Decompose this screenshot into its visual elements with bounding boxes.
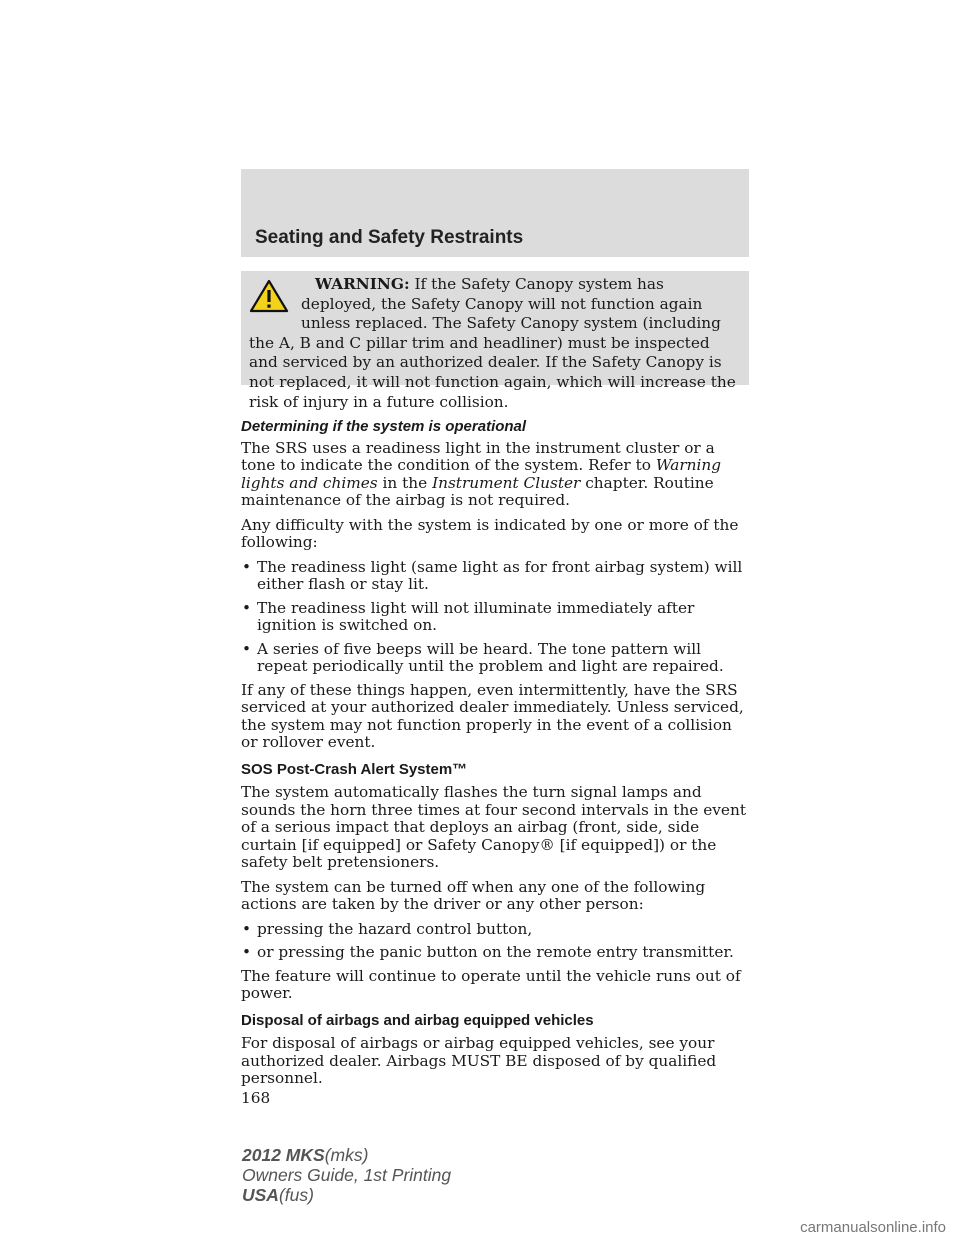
list-item-text: A series of five beeps will be heard. The tone pattern will repeat periodically until the problem and light are repaired. bbox=[257, 639, 724, 675]
document-footer bbox=[242, 1145, 451, 1205]
model-name: 2012 MKS bbox=[242, 1145, 325, 1165]
list-item-text: pressing the hazard control button, bbox=[257, 919, 533, 938]
model-code: (mks) bbox=[324, 1145, 369, 1165]
watermark-link[interactable]: carmanualsonline.info bbox=[800, 1219, 946, 1236]
difficulty-list bbox=[241, 559, 753, 676]
warning-label: WARNING: bbox=[315, 275, 410, 293]
text: chapter. Routine maintenance of the airbag is not required. bbox=[241, 473, 714, 509]
paragraph-difficulty: Any difficulty with the system is indicated by one or more of the following: bbox=[241, 515, 739, 551]
warning-text: If the Safety Canopy system has deployed, the Safety Canopy will not function again unless replaced. The Safety Canopy system (including the A, B and C pillar trim and headliner) must be inspected and serviced by an authorized dealer. If the Safety Canopy is not replaced, it will not function again, which will increase the risk of injury in a future collision. bbox=[249, 275, 736, 411]
text: [if equipped]) or the safety belt pretensioners. bbox=[241, 835, 717, 871]
list-item: • pressing the hazard control button, bbox=[242, 919, 533, 938]
list-item: • or pressing the panic button on the remote entry transmitter. bbox=[242, 943, 734, 961]
section-title: Seating and Safety Restraints bbox=[255, 227, 524, 248]
list-item-text: The readiness light (same light as for front airbag system) will either flash or stay lit. bbox=[257, 557, 743, 593]
list-item-text: or pressing the panic button on the remote entry transmitter. bbox=[257, 943, 734, 961]
list-item: • The readiness light (same light as for front airbag system) will either flash or stay lit. bbox=[242, 557, 743, 593]
paragraph-feature: The feature will continue to operate until the vehicle runs out of power. bbox=[241, 966, 741, 1002]
turn-off-list bbox=[241, 921, 753, 962]
paragraph-service: If any of these things happen, even intermittently, have the SRS serviced at your authorized dealer immediately. Unless serviced, the system may not function properly in the event of a collision or rollover event. bbox=[241, 680, 744, 751]
heading-operational: Determining if the system is operational bbox=[241, 418, 527, 435]
warning-box bbox=[241, 271, 749, 411]
heading-sos: SOS Post-Crash Alert System™ bbox=[241, 760, 468, 778]
text: The SRS uses a readiness light in the instrument cluster or a tone to indicate the condition of the system. Refer to bbox=[241, 438, 715, 474]
market-code: (fus) bbox=[278, 1185, 314, 1205]
warning-triangle-icon bbox=[249, 279, 289, 313]
text: in the bbox=[382, 473, 428, 492]
registered-mark: ® bbox=[539, 835, 555, 854]
list-item-text: The readiness light will not illuminate immediately after ignition is switched on. bbox=[257, 598, 695, 634]
page-number: 168 bbox=[241, 1088, 271, 1107]
market-name: USA bbox=[242, 1185, 279, 1205]
paragraph-turn-off: The system can be turned off when any one of the following actions are taken by the driver or any other person: bbox=[241, 877, 706, 913]
list-item: • The readiness light will not illuminate immediately after ignition is switched on. bbox=[242, 598, 695, 634]
section-header-bar bbox=[241, 169, 749, 257]
heading-disposal: Disposal of airbags and airbag equipped vehicles bbox=[241, 1011, 594, 1029]
footer-line-2: Owners Guide, 1st Printing bbox=[242, 1165, 452, 1185]
paragraph-sos bbox=[241, 784, 753, 872]
footer-line-1 bbox=[242, 1145, 451, 1165]
ref-warning-lights: Warning lights and chimes bbox=[241, 456, 722, 492]
ref-instrument-cluster: Instrument Cluster bbox=[432, 473, 581, 492]
page-content bbox=[241, 418, 753, 1107]
footer-line-3 bbox=[242, 1185, 451, 1205]
text: The system automatically flashes the turn signal lamps and sounds the horn three times at four second intervals in the event of a serious impact that deploys an airbag (front, side, side curtain [if equipped] or Safety Canopy bbox=[241, 783, 746, 854]
paragraph-readiness bbox=[241, 440, 753, 510]
paragraph-disposal: For disposal of airbags or airbag equipped vehicles, see your authorized dealer. Airbags MUST BE disposed of by qualified personnel. bbox=[241, 1034, 717, 1087]
list-item: • A series of five beeps will be heard. The tone pattern will repeat periodically until the problem and light are repaired. bbox=[242, 639, 724, 675]
